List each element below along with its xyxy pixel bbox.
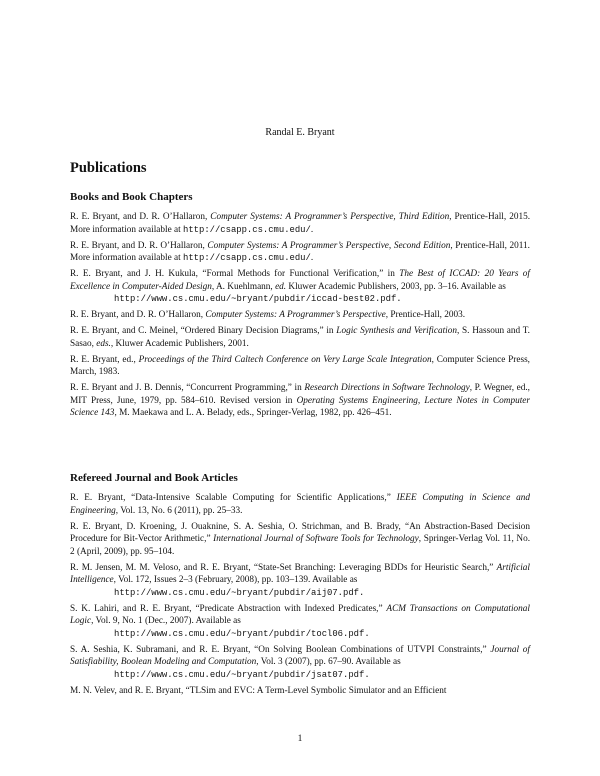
section-heading-books: Books and Book Chapters — [70, 191, 193, 203]
reference-item: S. K. Lahiri, and R. E. Bryant, “Predicate Abstraction with Indexed Predicates,” ACM Transactions on Computational Logic, Vol. 9, No. 1 (Dec., 2007). Available as http://www.cs.cmu.edu/~bryant/pubdir/tocl06.pdf. — [70, 603, 530, 639]
reference-item: R. M. Jensen, M. M. Veloso, and R. E. Bryant, “State-Set Branching: Leveraging BDDs for Heuristic Search,” Artificial Intelligence, Vol. 172, Issues 2–3 (February, 2008), pp. 103–139. Available as http://www.cs.cmu.edu/~bryant/pubdir/aij07.pdf. — [70, 562, 530, 598]
reference-item: M. N. Velev, and R. E. Bryant, “TLSim and EVC: A Term-Level Symbolic Simulator and an Efficient — [70, 685, 447, 696]
author-name: Randal E. Bryant — [265, 127, 335, 138]
reference-link[interactable]: http://csapp.cs.cmu.edu/ — [183, 224, 311, 235]
reference-link[interactable]: http://www.cs.cmu.edu/~bryant/pubdir/aij07.pdf. — [114, 587, 365, 598]
reference-item: R. E. Bryant, and D. R. O’Hallaron, Computer Systems: A Programmer’s Perspective, Second Edition, Prentice-Hall, 2011. More information available at http://csapp.cs.cmu.edu/. — [70, 240, 530, 263]
reference-link[interactable]: http://www.cs.cmu.edu/~bryant/pubdir/tocl06.pdf. — [114, 628, 370, 639]
articles-list — [70, 492, 530, 701]
books-list — [70, 211, 530, 423]
reference-item: R. E. Bryant, ed., Proceedings of the Third Caltech Conference on Very Large Scale Integration, Computer Science Press, March, 1983. — [70, 354, 530, 377]
reference-item: R. E. Bryant, “Data-Intensive Scalable Computing for Scientific Applications,” IEEE Computing in Science and Engineering, Vol. 13, No. 6 (2011), pp. 25–33. — [70, 493, 530, 516]
reference-link[interactable]: http://www.cs.cmu.edu/~bryant/pubdir/jsat07.pdf. — [114, 669, 370, 680]
reference-item: R. E. Bryant, and D. R. O’Hallaron, Computer Systems: A Programmer’s Perspective, Prentice-Hall, 2003. — [70, 310, 466, 320]
reference-item: R. E. Bryant, D. Kroening, J. Ouaknine, S. A. Seshia, O. Strichman, and B. Brady, “An Abstraction-Based Decision Procedure for Bit-Vector Arithmetic,” International Journal of Software Tools for Technology, Springer-Verlag Vol. 11, No. 2 (April, 2009), pp. 95–104. — [70, 521, 531, 557]
document-page — [70, 0, 530, 776]
page-title: Publications — [70, 160, 147, 176]
section-heading-articles: Refereed Journal and Book Articles — [70, 472, 238, 484]
reference-item: R. E. Bryant and J. B. Dennis, “Concurrent Programming,” in Research Directions in Software Technology, P. Wegner, ed., MIT Press, June, 1979, pp. 584–610. Revised version in Operating Systems Engineering, Lecture Notes in Computer Science 143, M. Maekawa and L. A. Belady, eds., Springer-Verlag, 1982, pp. 426–451. — [70, 383, 531, 418]
reference-item: S. A. Seshia, K. Subramani, and R. E. Bryant, “On Solving Boolean Combinations of UTVPI Constraints,” Journal of Satisfiability, Boolean Modeling and Computation, Vol. 3 (2007), pp. 67–90. Available as http://www.cs.cmu.edu/~bryant/pubdir/jsat07.pdf. — [70, 644, 530, 680]
reference-link[interactable]: http://csapp.cs.cmu.edu/ — [183, 253, 311, 263]
reference-item: R. E. Bryant, and D. R. O’Hallaron, Computer Systems: A Programmer’s Perspective, Third Edition, Prentice-Hall, 2015. More information available at http://csapp.cs.cmu.edu/. — [70, 212, 531, 235]
page-number: 1 — [297, 734, 303, 744]
reference-link[interactable]: http://www.cs.cmu.edu/~bryant/pubdir/iccad-best02.pdf. — [114, 294, 402, 304]
reference-item: R. E. Bryant, and C. Meinel, “Ordered Binary Decision Diagrams,” in Logic Synthesis and Verification, S. Hassoun and T. Sasao, eds., Kluwer Academic Publishers, 2001. — [70, 326, 530, 349]
reference-item: R. E. Bryant, and J. H. Kukula, “Formal Methods for Functional Verification,” in The Best of ICCAD: 20 Years of Excellence in Computer-Aided Design, A. Kuehlmann, ed. Kluwer Academic Publishers, 2003, pp. 3–16. Available as http://www.cs.cmu.edu/~bryant/pubdir/iccad-best02.pdf. — [70, 269, 530, 304]
